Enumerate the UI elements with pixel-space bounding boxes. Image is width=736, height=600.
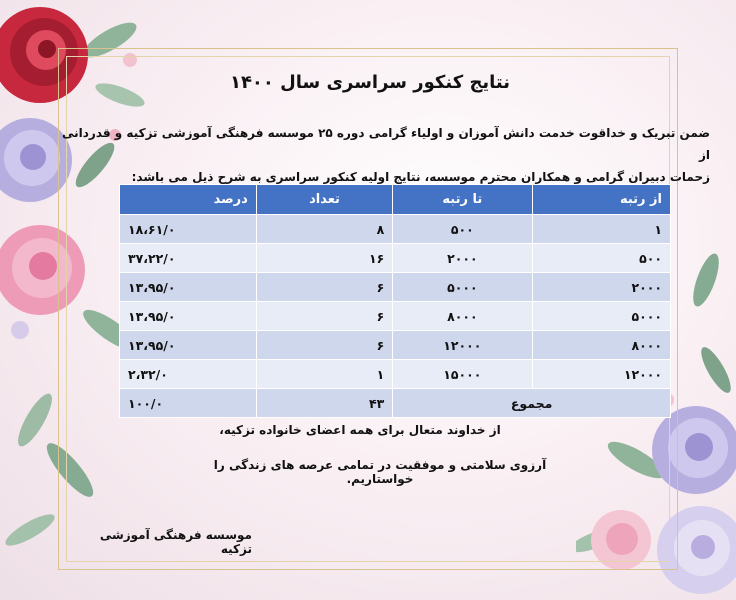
table-row <box>120 273 671 302</box>
header-from-rank: از رتبه <box>532 185 670 215</box>
table-row <box>120 302 671 331</box>
cell-count: ۶ <box>256 302 392 331</box>
cell-percent: ۱۸،۶۱/۰ <box>120 215 257 244</box>
cell-from-rank: ۵۰۰ <box>532 244 670 273</box>
cell-to-rank: ۲۰۰۰ <box>393 244 532 273</box>
cell-count: ۶ <box>256 273 392 302</box>
intro-paragraph <box>50 122 710 188</box>
cell-total-percent: ۱۰۰/۰ <box>120 389 257 418</box>
cell-from-rank: ۵۰۰۰ <box>532 302 670 331</box>
results-table <box>119 184 671 418</box>
cell-count: ۸ <box>256 215 392 244</box>
cell-from-rank: ۲۰۰۰ <box>532 273 670 302</box>
footer-line-1: از خداوند متعال برای همه اعضای خانواده تزکیه، <box>219 423 501 437</box>
cell-from-rank: ۸۰۰۰ <box>532 331 670 360</box>
cell-percent: ۱۳،۹۵/۰ <box>120 302 257 331</box>
signature: موسسه فرهنگی آموزشی تزکیه <box>99 528 252 556</box>
intro-line-2: زحمات دبیران گرامی و همکاران محترم موسسه، نتایج اولیه کنکور سراسری به شرح ذیل می باشد: <box>131 170 710 184</box>
cell-count: ۱۶ <box>256 244 392 273</box>
header-to-rank: تا رتبه <box>393 185 532 215</box>
table-row <box>120 244 671 273</box>
cell-percent: ۲،۳۲/۰ <box>120 360 257 389</box>
table-row <box>120 331 671 360</box>
cell-from-rank: ۱۲۰۰۰ <box>532 360 670 389</box>
header-count: تعداد <box>256 185 392 215</box>
table-row <box>120 360 671 389</box>
table-header-row <box>120 185 671 215</box>
cell-percent: ۳۷،۲۲/۰ <box>120 244 257 273</box>
cell-total-count: ۴۳ <box>256 389 392 418</box>
cell-total-label: مجموع <box>393 389 671 418</box>
cell-count: ۱ <box>256 360 392 389</box>
cell-to-rank: ۸۰۰۰ <box>393 302 532 331</box>
page-title: نتایج کنکور سراسری سال ۱۴۰۰ <box>229 72 511 93</box>
intro-line-1: ضمن تبریک و خداقوت خدمت دانش آموزان و اولیاء گرامی دوره ۲۵ موسسه فرهنگی آموزشی تزکیه و قدردانی از <box>62 126 710 162</box>
cell-count: ۶ <box>256 331 392 360</box>
table-row <box>120 215 671 244</box>
cell-percent: ۱۳،۹۵/۰ <box>120 273 257 302</box>
cell-to-rank: ۵۰۰۰ <box>393 273 532 302</box>
cell-percent: ۱۳،۹۵/۰ <box>120 331 257 360</box>
table-total-row <box>120 389 671 418</box>
cell-to-rank: ۱۵۰۰۰ <box>393 360 532 389</box>
cell-to-rank: ۵۰۰ <box>393 215 532 244</box>
footer-line-2: آرزوی سلامتی و موفقیت در تمامی عرصه های زندگی را خواستاریم. <box>213 458 547 486</box>
header-percent: درصد <box>120 185 257 215</box>
cell-from-rank: ۱ <box>532 215 670 244</box>
cell-to-rank: ۱۲۰۰۰ <box>393 331 532 360</box>
